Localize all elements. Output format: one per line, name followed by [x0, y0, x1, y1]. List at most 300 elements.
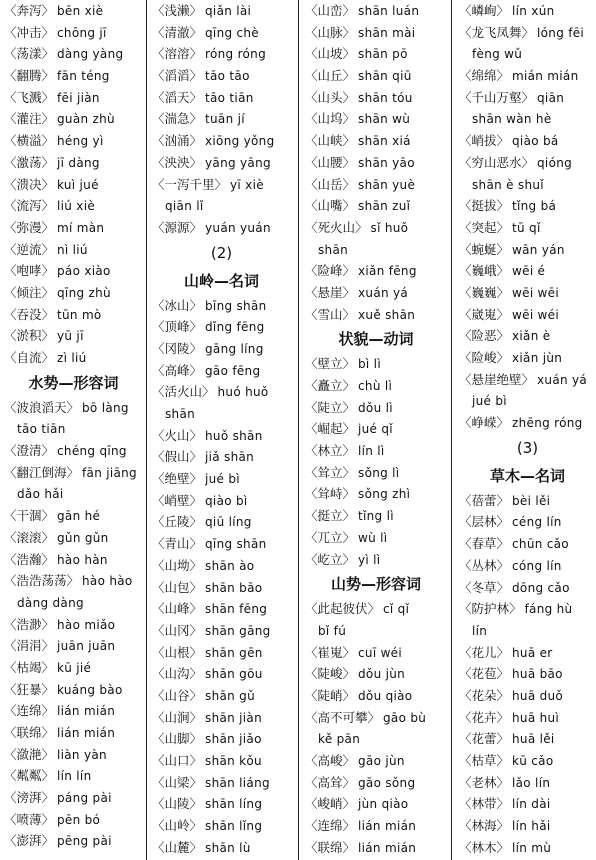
entry-pinyin: gǔn gǔn — [57, 530, 109, 545]
entry-pinyin: shān lǐng — [205, 819, 263, 834]
entry-pinyin: gāo sǒng — [358, 775, 416, 790]
entry-word: 〈蓓蕾〉 — [459, 492, 510, 508]
entry-row — [152, 338, 291, 360]
entry-pinyin: gāng líng — [205, 341, 264, 356]
entry-word: 〈干涸〉 — [4, 508, 55, 524]
entry-pinyin: huā er — [512, 645, 553, 660]
entry-pinyin: shān gēn — [205, 645, 263, 660]
entry-row — [305, 174, 447, 196]
entry-row — [4, 549, 143, 571]
entry-word: 〈悬崖〉 — [305, 284, 356, 300]
entry-pinyin: shān ào — [205, 558, 255, 573]
entry-word: 〈山冈〉 — [152, 622, 203, 638]
section-heading: 草木—名词 — [489, 466, 565, 485]
pinyin-continuation — [4, 418, 143, 440]
entry-row — [4, 527, 143, 549]
entry-pinyin: dōng cǎo — [512, 580, 570, 595]
entry-pinyin: kě pān — [318, 732, 361, 747]
entry-row — [4, 830, 143, 852]
column-divider — [146, 0, 147, 860]
entry-word: 〈潋滟〉 — [4, 746, 55, 762]
entry-pinyin: tūn mò — [57, 307, 102, 322]
entry-word: 〈灌注〉 — [4, 111, 55, 127]
entry-row — [152, 0, 291, 22]
entry-pinyin: qióng — [537, 155, 573, 170]
entry-row — [4, 570, 143, 592]
entry-row — [459, 22, 596, 44]
entry-pinyin: liàn yàn — [57, 747, 107, 762]
entry-word: 〈龙飞凤舞〉 — [459, 24, 535, 40]
entry-row — [4, 282, 143, 304]
entry-row — [305, 642, 447, 664]
entry-word: 〈峭壁〉 — [152, 492, 203, 508]
entry-row — [152, 620, 291, 642]
entry-word: 〈青山〉 — [152, 536, 203, 552]
entry-word: 〈陡立〉 — [305, 399, 356, 415]
entry-row — [4, 440, 143, 462]
entry-pinyin: shān fēng — [205, 602, 268, 617]
entry-word: 〈高峻〉 — [305, 753, 356, 768]
entry-word: 〈耸立〉 — [305, 464, 356, 480]
entry-row — [305, 260, 447, 282]
entry-row — [4, 700, 143, 722]
entry-pinyin: qiū líng — [205, 515, 252, 530]
entry-row — [4, 397, 143, 419]
entry-word: 〈一泻千里〉 — [152, 176, 228, 192]
entry-word: 〈挺立〉 — [305, 508, 356, 524]
entry-word: 〈千山万壑〉 — [459, 89, 535, 105]
entry-row — [152, 316, 291, 338]
entry-row — [152, 217, 291, 239]
entry-pinyin: chéng qīng — [57, 444, 127, 459]
entry-pinyin: pēn bó — [57, 812, 101, 827]
entry-pinyin: kū cǎo — [512, 754, 554, 768]
entry-pinyin: qiān — [537, 90, 565, 105]
entry-row — [4, 108, 143, 130]
entry-pinyin: guàn zhù — [57, 112, 115, 127]
entry-row — [152, 685, 291, 707]
entry-pinyin: chōng jī — [57, 25, 107, 40]
entry-pinyin: sǐ huǒ — [370, 220, 409, 235]
section-heading: 山岭—名词 — [183, 271, 259, 290]
entry-pinyin: sǒng lì — [358, 465, 400, 480]
entry-row — [152, 707, 291, 729]
entry-pinyin: xuán yá — [358, 285, 409, 300]
entry-pinyin: páng pài — [57, 791, 112, 806]
entry-word: 〈险峻〉 — [459, 350, 510, 365]
entry-pinyin: zhēng róng — [512, 416, 583, 431]
entry-word: 〈陡峭〉 — [305, 687, 356, 703]
entry-pinyin: mián mián — [512, 69, 579, 84]
entry-row — [459, 750, 596, 772]
entry-pinyin: shān — [165, 407, 196, 421]
entry-word: 〈兀立〉 — [305, 529, 356, 545]
entry-row — [305, 397, 447, 419]
entry-pinyin: nì liú — [57, 242, 88, 257]
entry-word: 〈溶溶〉 — [152, 46, 203, 62]
entry-row — [459, 533, 596, 555]
pinyin-continuation — [4, 592, 143, 614]
entry-word: 〈层林〉 — [459, 514, 510, 530]
entry-pinyin: shān wàn hè — [472, 112, 552, 127]
entry-pinyin: huā lěi — [512, 732, 555, 747]
entry-word: 〈狂暴〉 — [4, 681, 55, 697]
entry-pinyin: yī xiè — [230, 177, 264, 192]
pinyin-continuation — [4, 483, 143, 505]
entry-word: 〈山坳〉 — [152, 557, 203, 573]
entry-row — [4, 217, 143, 239]
entry-row — [152, 555, 291, 577]
entry-row — [4, 130, 143, 152]
entry-row — [4, 635, 143, 657]
entry-word: 〈连绵〉 — [305, 818, 356, 834]
entry-pinyin: kuáng bào — [57, 682, 123, 697]
entry-pinyin: tǐng bá — [512, 199, 557, 214]
entry-word: 〈连绵〉 — [4, 703, 55, 719]
entry-pinyin: yāng yāng — [205, 155, 271, 170]
entry-word: 〈山峡〉 — [305, 133, 356, 149]
entry-row — [459, 347, 596, 369]
entry-row — [152, 598, 291, 620]
entry-pinyin: qīng chè — [205, 25, 259, 40]
column-divider — [451, 0, 452, 860]
pinyin-continuation — [459, 108, 596, 130]
entry-pinyin: huǒ shān — [205, 428, 263, 443]
entry-row — [459, 707, 596, 729]
entry-pinyin: gāo fēng — [205, 363, 261, 378]
entry-pinyin: yì lì — [358, 552, 381, 567]
entry-word: 〈自流〉 — [4, 350, 55, 365]
entry-word: 〈壁立〉 — [305, 356, 356, 372]
entry-row — [459, 260, 596, 282]
entry-row — [4, 614, 143, 636]
entry-word: 〈枯草〉 — [459, 753, 510, 768]
entry-row — [459, 65, 596, 87]
entry-pinyin: tǐng lì — [358, 509, 394, 524]
entry-row — [459, 555, 596, 577]
entry-word: 〈淤积〉 — [4, 328, 55, 344]
entry-row — [152, 87, 291, 109]
entry-row — [459, 369, 596, 391]
entry-pinyin: qīng zhù — [57, 285, 111, 300]
entry-word: 〈险恶〉 — [459, 328, 510, 344]
entry-word: 〈山丘〉 — [305, 68, 356, 84]
entry-row — [4, 43, 143, 65]
entry-pinyin: shān liáng — [205, 775, 270, 790]
entry-row — [305, 837, 447, 859]
entry-row — [305, 440, 447, 462]
entry-word: 〈溃决〉 — [4, 176, 55, 192]
entry-pinyin: fáng hù — [524, 602, 573, 617]
entry-pinyin: xiǎn jùn — [512, 351, 563, 365]
entry-word: 〈咆哮〉 — [4, 263, 55, 279]
entry-pinyin: wēi wēi — [512, 285, 559, 300]
entry-pinyin: tāo tiān — [17, 422, 66, 437]
entry-row — [305, 152, 447, 174]
entry-word: 〈涓涓〉 — [4, 638, 55, 654]
entry-pinyin: yū jī — [57, 329, 84, 344]
entry-pinyin: bēn xiè — [57, 4, 104, 18]
entry-pinyin: gāo bù — [383, 710, 427, 725]
entry-word: 〈高峰〉 — [152, 362, 203, 378]
entry-row — [459, 728, 596, 750]
entry-word: 〈湍急〉 — [152, 111, 203, 127]
entry-word: 〈高耸〉 — [305, 774, 356, 790]
entry-word: 〈滂湃〉 — [4, 790, 55, 806]
entry-row — [305, 375, 447, 397]
entry-pinyin: qīng shān — [205, 537, 267, 552]
entry-word: 〈联绵〉 — [4, 725, 55, 740]
section-heading: 水势—形容词 — [28, 373, 119, 392]
entry-pinyin: fēi jiàn — [57, 90, 100, 105]
entry-word: 〈滔滔〉 — [152, 68, 203, 84]
entry-pinyin: lín dài — [512, 797, 551, 812]
entry-row — [305, 685, 447, 707]
entry-word: 〈花苞〉 — [459, 666, 510, 682]
pinyin-continuation — [152, 195, 291, 217]
entry-pinyin: xuán yá — [537, 372, 588, 387]
entry-pinyin: kuì jué — [57, 177, 99, 192]
entry-row — [459, 304, 596, 326]
entry-word: 〈荡漾〉 — [4, 46, 55, 62]
entry-pinyin: gāo jùn — [358, 754, 405, 768]
entry-row — [459, 282, 596, 304]
entry-pinyin: shān kǒu — [205, 754, 262, 768]
entry-pinyin: tāo tāo — [205, 69, 250, 84]
entry-pinyin: cǐ qǐ — [383, 602, 410, 617]
entry-row — [305, 65, 447, 87]
entry-pinyin: shān wù — [358, 112, 411, 127]
entry-row — [152, 490, 291, 512]
entry-row — [459, 217, 596, 239]
entry-row — [152, 837, 291, 859]
entry-pinyin: bì lì — [358, 357, 381, 372]
entry-row — [4, 809, 143, 831]
entry-row — [152, 425, 291, 447]
entry-row — [4, 744, 143, 766]
entry-row — [459, 130, 596, 152]
entry-word: 〈耸峙〉 — [305, 486, 356, 502]
entry-row — [305, 22, 447, 44]
entry-pinyin: lín lín — [57, 769, 92, 784]
entry-pinyin: jué bì — [205, 472, 240, 487]
entry-pinyin: juān juān — [57, 639, 116, 654]
entry-word: 〈滔天〉 — [152, 89, 203, 105]
entry-row — [152, 174, 291, 196]
entry-row — [4, 325, 143, 347]
entry-pinyin: lín — [472, 623, 488, 638]
entry-word: 〈山麓〉 — [152, 839, 203, 855]
entry-word: 〈山嘴〉 — [305, 198, 356, 214]
entry-row — [305, 707, 447, 729]
entry-pinyin: lín mù — [512, 840, 552, 855]
entry-row — [305, 418, 447, 440]
entry-pinyin: jùn qiào — [358, 797, 409, 812]
entry-word: 〈山沟〉 — [152, 666, 203, 682]
entry-word: 〈山陵〉 — [152, 796, 203, 812]
entry-word: 〈峭拔〉 — [459, 133, 510, 149]
entry-word: 〈林带〉 — [459, 796, 510, 812]
entry-word: 〈清澈〉 — [152, 24, 203, 40]
entry-pinyin: shān jiǎo — [205, 732, 262, 747]
entry-word: 〈波浪滔天〉 — [4, 399, 80, 415]
entry-word: 〈蜿蜒〉 — [459, 241, 510, 257]
entry-row — [305, 217, 447, 239]
entry-word: 〈山坡〉 — [305, 46, 356, 62]
entry-word: 〈雪山〉 — [305, 306, 356, 322]
entry-row — [152, 108, 291, 130]
pinyin-continuation — [459, 620, 596, 642]
entry-pinyin: róng róng — [205, 47, 266, 62]
entry-word: 〈冬草〉 — [459, 579, 510, 595]
entry-pinyin: liú xiè — [57, 199, 96, 214]
entry-word: 〈林木〉 — [459, 839, 510, 855]
entry-pinyin: shān bāo — [205, 580, 263, 595]
entry-pinyin: wēi é — [512, 264, 546, 279]
entry-word: 〈山包〉 — [152, 579, 203, 595]
entry-word: 〈巍峨〉 — [459, 263, 510, 279]
entry-pinyin: shān qiū — [358, 69, 412, 84]
entry-word: 〈假山〉 — [152, 449, 203, 465]
entry-pinyin: xiōng yǒng — [205, 134, 275, 149]
entry-row — [152, 381, 291, 403]
entry-pinyin: shān zuǐ — [358, 199, 411, 214]
section-number: (3) — [516, 438, 539, 457]
entry-word: 〈死火山〉 — [305, 219, 368, 235]
entry-pinyin: dǒu qiào — [358, 688, 413, 703]
entry-pinyin: chūn cǎo — [512, 537, 569, 552]
entry-pinyin: xiǎn è — [512, 329, 551, 344]
entry-row — [305, 549, 447, 571]
entry-word: 〈山坞〉 — [305, 111, 356, 127]
entry-row — [152, 152, 291, 174]
entry-pinyin: jī dàng — [57, 155, 100, 170]
entry-pinyin: wēi wéi — [512, 307, 559, 322]
entry-pinyin: bǐ fú — [318, 623, 347, 638]
entry-pinyin: xuě shān — [358, 307, 416, 322]
entry-row — [305, 0, 447, 22]
entry-row — [305, 815, 447, 837]
entry-pinyin: shān gōu — [205, 667, 263, 682]
entry-row — [152, 815, 291, 837]
entry-row — [4, 239, 143, 261]
entry-row — [305, 43, 447, 65]
entry-row — [152, 793, 291, 815]
entry-row — [305, 304, 447, 326]
entry-word: 〈突起〉 — [459, 219, 510, 235]
entry-row — [459, 793, 596, 815]
entry-word: 〈山涧〉 — [152, 709, 203, 725]
entry-row — [4, 65, 143, 87]
entry-pinyin: dǎo hǎi — [17, 487, 64, 502]
entry-row — [459, 152, 596, 174]
entry-row — [459, 490, 596, 512]
pinyin-continuation — [305, 620, 447, 642]
entry-pinyin: céng lín — [512, 515, 562, 530]
entry-word: 〈冈陵〉 — [152, 340, 203, 356]
entry-pinyin: shān — [318, 242, 349, 257]
entry-row — [305, 793, 447, 815]
entry-pinyin: tū qǐ — [512, 220, 541, 235]
entry-row — [305, 527, 447, 549]
entry-word: 〈粼粼〉 — [4, 768, 55, 784]
entry-word: 〈飞溅〉 — [4, 89, 55, 105]
entry-pinyin: lián mián — [358, 840, 417, 855]
entry-word: 〈浩浩荡荡〉 — [4, 573, 80, 589]
entry-word: 〈浅濑〉 — [152, 3, 203, 18]
entry-row — [305, 195, 447, 217]
entry-word: 〈联绵〉 — [305, 839, 356, 855]
entry-pinyin: huā huì — [512, 710, 560, 725]
entry-row — [4, 657, 143, 679]
entry-pinyin: tuān jí — [205, 112, 245, 127]
entry-word: 〈峻峭〉 — [305, 796, 356, 812]
entry-row — [459, 412, 596, 434]
entry-row — [305, 130, 447, 152]
entry-row — [4, 722, 143, 744]
entry-pinyin: shān pō — [358, 47, 408, 62]
entry-row — [305, 87, 447, 109]
entry-pinyin: lián mián — [57, 726, 116, 740]
entry-word: 〈奔泻〉 — [4, 3, 55, 18]
entry-row — [152, 750, 291, 772]
entry-pinyin: hào hào — [82, 574, 133, 589]
entry-word: 〈滚滚〉 — [4, 529, 55, 545]
entry-pinyin: fèng wǔ — [472, 47, 523, 62]
entry-pinyin: lín lì — [358, 444, 385, 459]
entry-word: 〈绝壁〉 — [152, 471, 203, 487]
entry-pinyin: cuī wéi — [358, 645, 402, 660]
entry-word: 〈防护林〉 — [459, 601, 522, 617]
entry-word: 〈花卉〉 — [459, 709, 510, 725]
entry-row — [459, 598, 596, 620]
entry-row — [459, 837, 596, 859]
entry-pinyin: shān mài — [358, 25, 416, 40]
entry-pinyin: lián mián — [57, 704, 116, 719]
entry-pinyin: mí màn — [57, 220, 105, 235]
entry-word: 〈崴嵬〉 — [459, 306, 510, 322]
entry-pinyin: tāo tiān — [205, 90, 254, 105]
entry-word: 〈山谷〉 — [152, 687, 203, 703]
entry-word: 〈山根〉 — [152, 644, 203, 660]
entry-row — [459, 815, 596, 837]
entry-word: 〈山脉〉 — [305, 24, 356, 40]
entry-word: 〈花蕾〉 — [459, 731, 510, 747]
entry-pinyin: shān è shuǐ — [472, 177, 544, 192]
entry-pinyin: shān yāo — [358, 155, 415, 170]
entry-word: 〈挺拔〉 — [459, 198, 510, 214]
entry-word: 〈澄清〉 — [4, 443, 55, 459]
entry-word: 〈老林〉 — [459, 774, 510, 790]
entry-word: 〈陡峻〉 — [305, 666, 356, 682]
entry-row — [459, 325, 596, 347]
entry-pinyin: shān líng — [205, 797, 263, 812]
column-3 — [305, 0, 447, 858]
entry-pinyin: kū jié — [57, 660, 92, 675]
entry-word: 〈崛起〉 — [305, 421, 356, 437]
entry-word: 〈浩渺〉 — [4, 616, 55, 632]
section-number: (2) — [210, 243, 233, 262]
entry-word: 〈山岭〉 — [152, 818, 203, 834]
entry-row — [152, 65, 291, 87]
entry-row — [4, 152, 143, 174]
pinyin-continuation — [459, 390, 596, 412]
column-divider — [298, 0, 299, 860]
entry-word: 〈丘陵〉 — [152, 514, 203, 530]
entry-word: 〈喷薄〉 — [4, 811, 55, 827]
entry-word: 〈倾注〉 — [4, 284, 55, 300]
entry-row — [4, 0, 143, 22]
